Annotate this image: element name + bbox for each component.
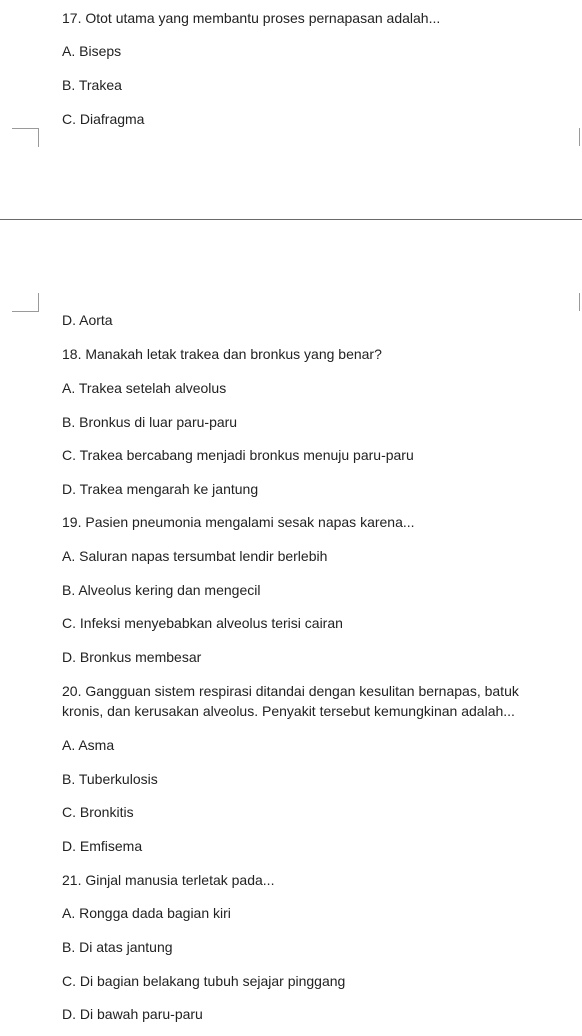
option-c[interactable]: C. Infeksi menyebabkan alveolus terisi cairan [62,615,343,631]
option-c[interactable]: C. Di bagian belakang tubuh sejajar pinggang [62,973,346,989]
crop-corner-top-left [12,128,39,147]
question-text: 20. Gangguan sistem respirasi ditandai dengan kesulitan bernapas, batuk kronis, dan kerusakan alveolus. Penyakit tersebut kemungkinan adalah... [62,683,519,719]
question-text: 19. Pasien pneumonia mengalami sesak napas karena... [62,514,415,530]
option-b[interactable]: B. Di atas jantung [62,939,173,955]
option-a[interactable]: A. Trakea setelah alveolus [62,380,227,396]
option-a[interactable]: A. Biseps [62,43,122,59]
page-divider [0,219,582,220]
crop-corner-bottom-right [579,293,581,311]
question-text: 18. Manakah letak trakea dan bronkus yang benar? [62,346,382,362]
option-b[interactable]: B. Alveolus kering dan mengecil [62,582,261,598]
option-c[interactable]: C. Diafragma [62,111,145,127]
question-text: 17. Otot utama yang membantu proses pernapasan adalah... [62,10,441,26]
option-d[interactable]: D. Emfisema [62,838,143,854]
option-b[interactable]: B. Tuberkulosis [62,771,158,787]
question-text: 21. Ginjal manusia terletak pada... [62,872,275,888]
crop-corner-top-right [579,128,581,146]
option-d[interactable]: D. Trakea mengarah ke jantung [62,481,259,497]
option-c[interactable]: C. Trakea bercabang menjadi bronkus menuju paru-paru [62,447,414,463]
option-d[interactable]: D. Aorta [62,312,113,328]
option-a[interactable]: A. Saluran napas tersumbat lendir berlebih [62,548,328,564]
crop-corner-bottom-left [12,293,39,312]
option-d[interactable]: D. Di bawah paru-paru [62,1006,203,1022]
option-b[interactable]: B. Trakea [62,77,122,93]
option-b[interactable]: B. Bronkus di luar paru-paru [62,414,238,430]
option-a[interactable]: A. Asma [62,737,115,753]
option-a[interactable]: A. Rongga dada bagian kiri [62,905,231,921]
option-c[interactable]: C. Bronkitis [62,804,134,820]
option-d[interactable]: D. Bronkus membesar [62,649,202,665]
